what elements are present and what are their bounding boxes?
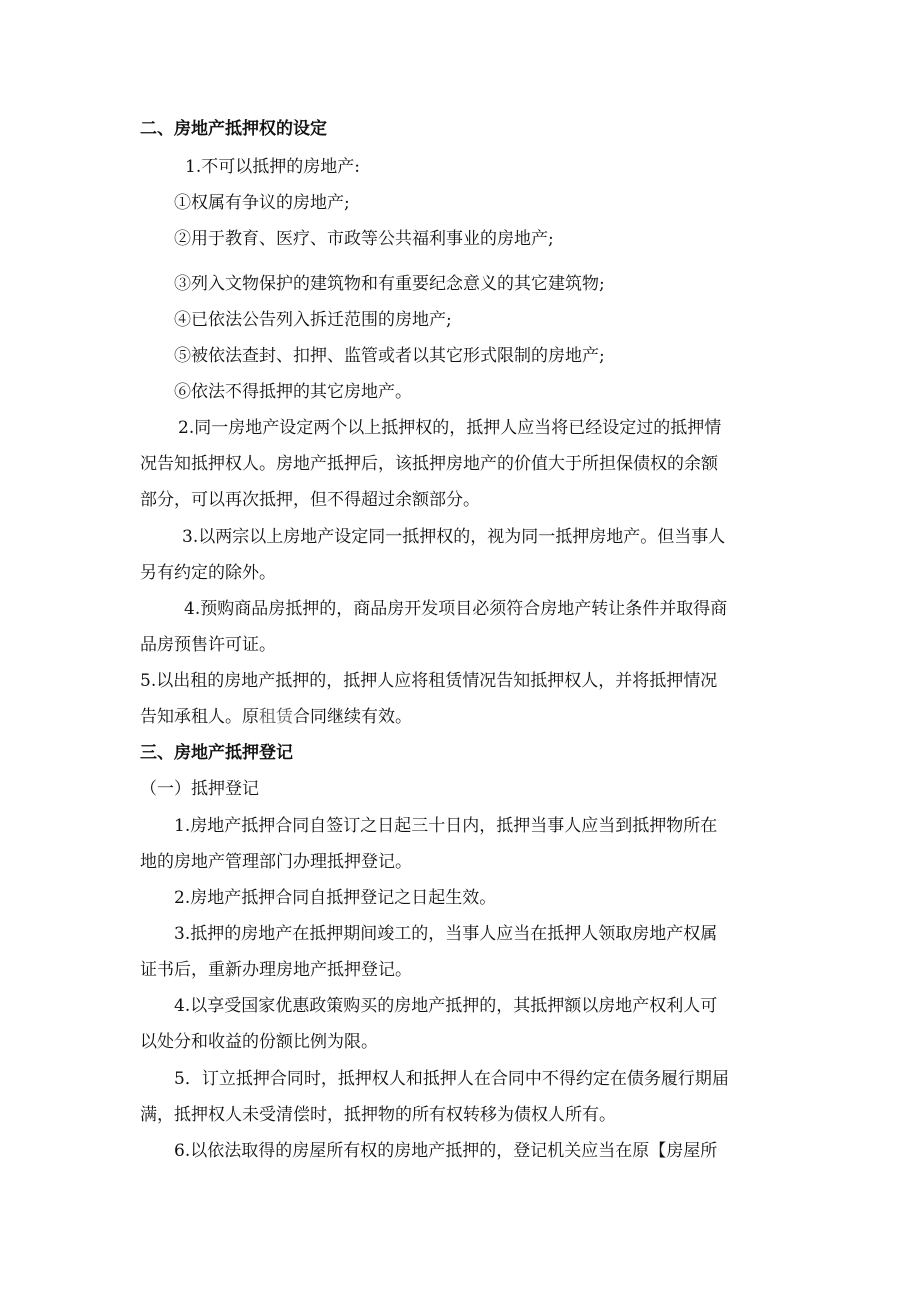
s3-subheading-1: （一）抵押登记 (140, 779, 259, 799)
s2-item1-list-5: ⑤被依法查封、扣押、监管或者以其它形式限制的房地产; (174, 346, 605, 366)
s2-item3-line-1: 3.以两宗以上房地产设定同一抵押权的，视为同一抵押房地产。但当事人 (182, 527, 726, 547)
s2-item1-list-2: ②用于教育、医疗、市政等公共福利事业的房地产; (174, 229, 554, 249)
s3-item6: 6.以依法取得的房屋所有权的房地产抵押的，登记机关应当在原【房屋所 (174, 1141, 718, 1161)
s3-item1-line-1: 1.房地产抵押合同自签订之日起三十日内，抵押当事人应当到抵押物所在 (174, 816, 718, 836)
s2-item1-title: 1.不可以抵押的房地产: (185, 157, 360, 177)
s2-item1-list-1: ①权属有争议的房地产; (174, 193, 350, 213)
s2-item1-list-6: ⑥依法不得抵押的其它房地产。 (174, 382, 412, 402)
s2-item3-line-2: 另有约定的除外。 (140, 563, 276, 583)
s3-item3-line-2: 证书后，重新办理房地产抵押登记。 (140, 960, 412, 980)
s2-item5-line-2-part-a: 告知承租人。原 (140, 707, 259, 727)
section-2-heading: 二、房地产抵押权的设定 (140, 119, 327, 139)
s2-item4-line-2: 品房预售许可证。 (140, 635, 276, 655)
s2-item2-line-3: 部分，可以再次抵押，但不得超过余额部分。 (140, 490, 480, 510)
section-3-heading: 三、房地产抵押登记 (140, 743, 293, 763)
s2-item5-lease-word: 租赁 (259, 707, 293, 727)
s2-item5-line-2-part-c: 合同继续有效。 (293, 707, 412, 727)
s2-item1-list-3: ③列入文物保护的建筑物和有重要纪念意义的其它建筑物; (174, 274, 605, 294)
s3-item3-line-1: 3.抵押的房地产在抵押期间竣工的，当事人应当在抵押人领取房地产权属 (174, 924, 718, 944)
s2-item5-line-2 (140, 706, 412, 728)
s3-item2: 2.房地产抵押合同自抵押登记之日起生效。 (174, 888, 497, 908)
s3-item5-line-2: 满，抵押权人未受清偿时，抵押物的所有权转移为债权人所有。 (140, 1105, 616, 1125)
s3-item4-line-1: 4.以享受国家优惠政策购买的房地产抵押的，其抵押额以房地产权利人可 (174, 996, 718, 1016)
s2-item2-line-2: 况告知抵押权人。房地产抵押后，该抵押房地产的价值大于所担保债权的余额 (140, 454, 718, 474)
s2-item4-line-1: 4.预购商品房抵押的，商品房开发项目必须符合房地产转让条件并取得商 (184, 599, 728, 619)
s3-item1-line-2: 地的房地产管理部门办理抵押登记。 (140, 852, 412, 872)
s3-item4-line-2: 以处分和收益的份额比例为限。 (140, 1032, 378, 1052)
s3-item5-line-1: 5．订立抵押合同时，抵押权人和抵押人在合同中不得约定在债务履行期届 (174, 1069, 729, 1089)
s2-item5-line-1: 5.以出租的房地产抵押的，抵押人应将租赁情况告知抵押权人，并将抵押情况 (140, 671, 718, 691)
s2-item1-list-4: ④已依法公告列入拆迁范围的房地产; (174, 310, 452, 330)
s2-item2-line-1: 2.同一房地产设定两个以上抵押权的，抵押人应当将已经设定过的抵押情 (178, 418, 722, 438)
